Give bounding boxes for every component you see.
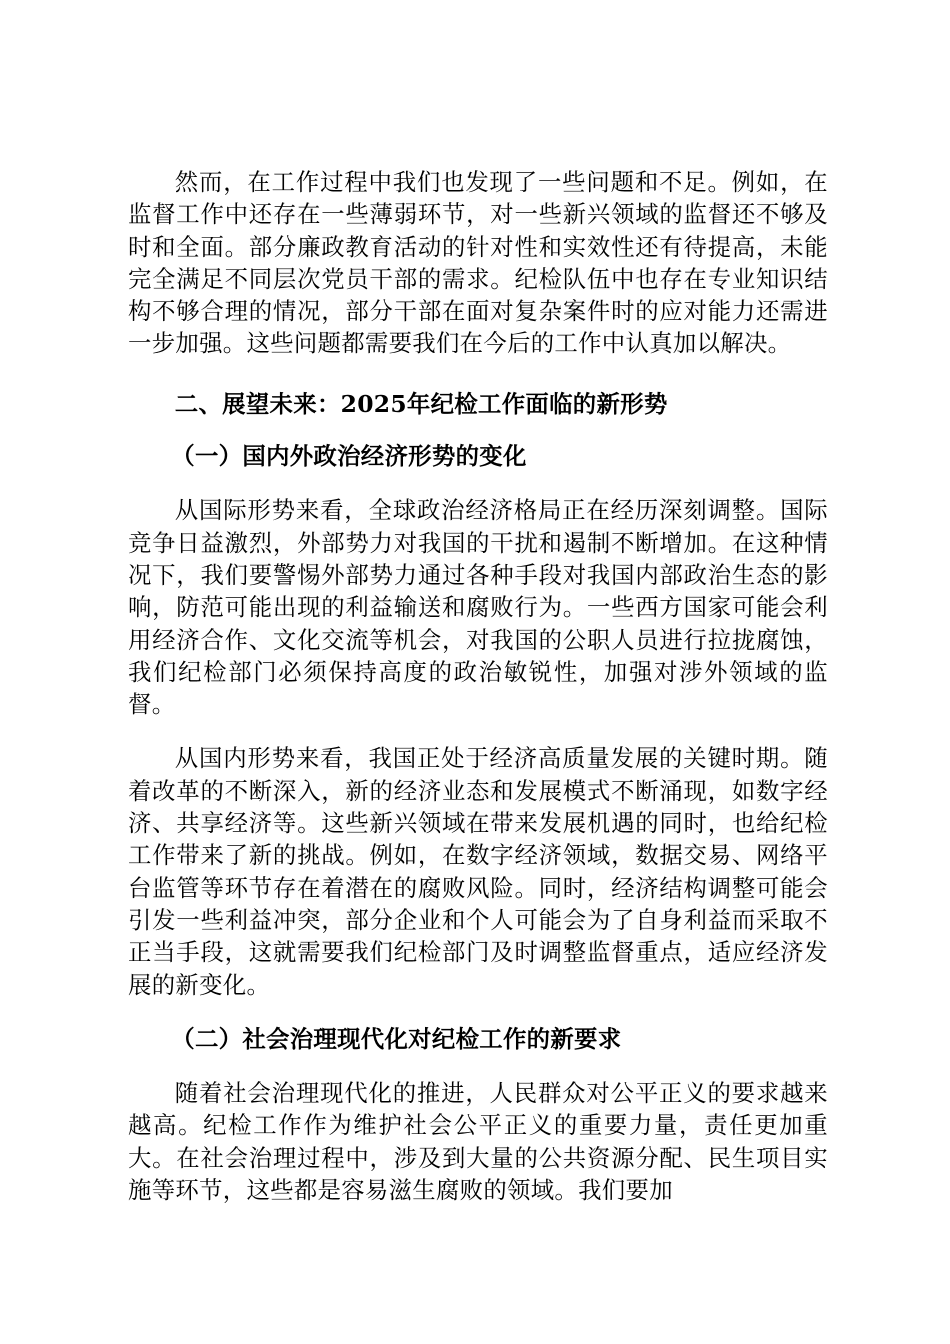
spacer [128, 1001, 828, 1023]
paragraph-problems: 然而，在工作过程中我们也发现了一些问题和不足。例如，在监督工作中还存在一些薄弱环节，对一些新兴领域的监督还不够及时和全面。部分廉政教育活动的针对性和实效性还有待提高，未能完全满足不同层次党员干部的需求。纪检队伍中也存在专业知识结构不够合理的情况，部分干部在面对复杂案件时的应对能力还需进一步加强。这些问题都需要我们在今后的工作中认真加以解决。 [128, 168, 828, 358]
spacer [128, 472, 828, 494]
section-heading-outlook: 二、展望未来：2025年纪检工作面临的新形势 [174, 389, 668, 418]
subsection-heading-situation: （一）国内外政治经济形势的变化 [171, 442, 527, 471]
subsection-heading-governance: （二）社会治理现代化对纪检工作的新要求 [171, 1024, 622, 1053]
document-page [128, 166, 828, 1206]
spacer [128, 420, 828, 440]
paragraph-governance: 随着社会治理现代化的推进，人民群众对公平正义的要求越来越高。纪检工作作为维护社会公平正义的重要力量，责任更加重大。在社会治理过程中，涉及到大量的公共资源分配、民生项目实施等环节，这些都是容易滋生腐败的领域。我们要加 [128, 1079, 828, 1205]
spacer [128, 360, 828, 388]
spacer [128, 720, 828, 742]
spacer [128, 1055, 828, 1077]
paragraph-domestic: 从国内形势来看，我国正处于经济高质量发展的关键时期。随着改革的不断深入，新的经济业态和发展模式不断涌现，如数字经济、共享经济等。这些新兴领域在带来发展机遇的同时，也给纪检工作带来了新的挑战。例如，在数字经济领域，数据交易、网络平台监管等环节存在着潜在的腐败风险。同时，经济结构调整可能会引发一些利益冲突，部分企业和个人可能会为了自身利益而采取不正当手段，这就需要我们纪检部门及时调整监督重点，适应经济发展的新变化。 [128, 744, 828, 999]
paragraph-international: 从国际形势来看，全球政治经济格局正在经历深刻调整。国际竞争日益激烈，外部势力对我国的干扰和遏制不断增加。在这种情况下，我们要警惕外部势力通过各种手段对我国内部政治生态的影响，防范可能出现的利益输送和腐败行为。一些西方国家可能会利用经济合作、文化交流等机会，对我国的公职人员进行拉拢腐蚀，我们纪检部门必须保持高度的政治敏锐性，加强对涉外领域的监督。 [128, 496, 828, 719]
